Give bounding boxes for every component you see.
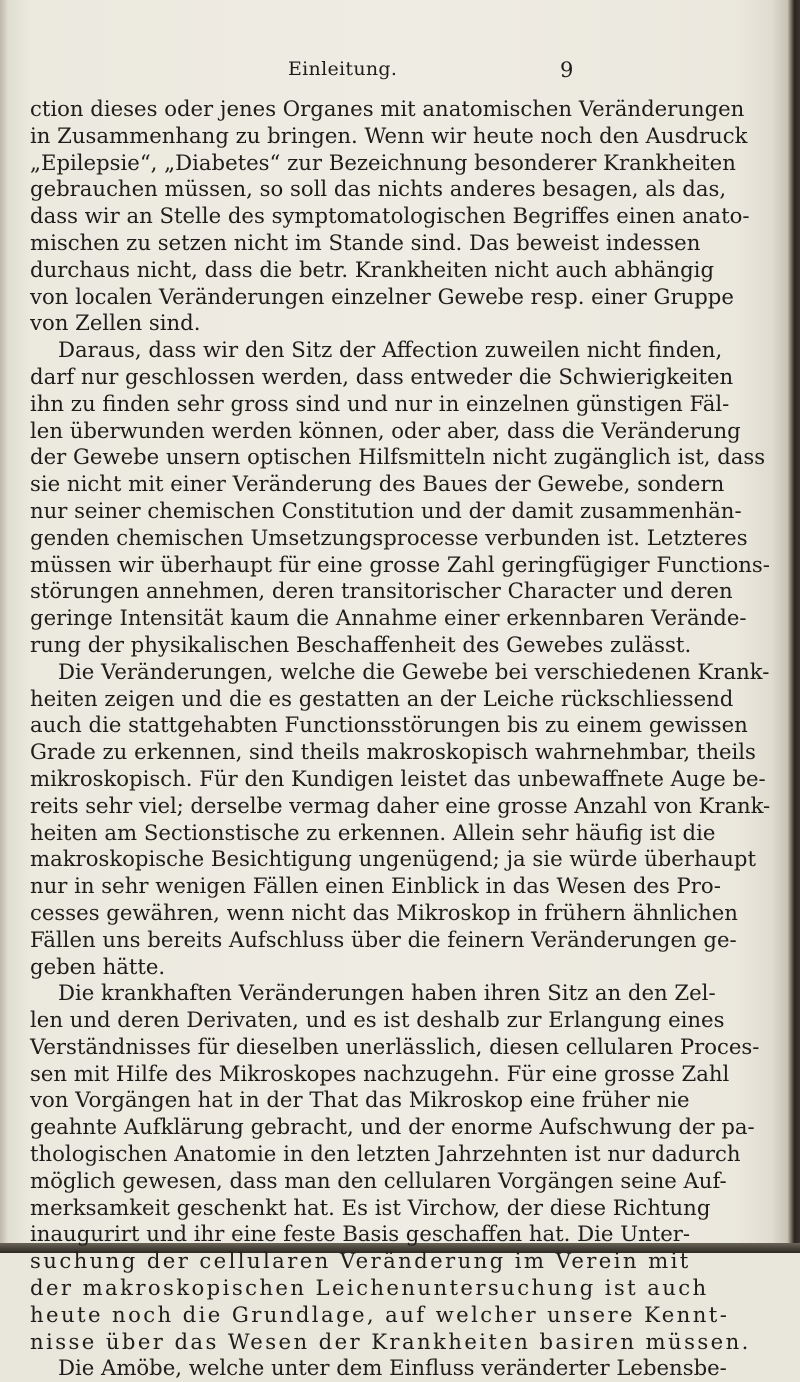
- text-line: geben hätte.: [30, 953, 166, 979]
- text-line: geahnte Aufklärung gebracht, und der enorme Aufschwung der pa-: [30, 1114, 755, 1140]
- text-line: heiten zeigen und die es gestatten an der Leiche rückschliessend: [30, 685, 734, 711]
- page-left-edge: [0, 0, 8, 1253]
- text-line: von localen Veränderungen einzelner Gewebe resp. einer Gruppe: [30, 283, 734, 309]
- text-line: störungen annehmen, deren transitorischer Character und deren: [30, 578, 733, 604]
- text-line: Verständnisses für dieselben unerlässlich, diesen cellularen Proces-: [30, 1033, 760, 1059]
- text-line: heute noch die Grundlage, auf welcher unsere Kennt-: [30, 1301, 730, 1327]
- text-line: Die krankhaften Veränderungen haben ihren Sitz an den Zel-: [58, 980, 716, 1006]
- text-line: möglich gewesen, dass man den cellularen Vorgängen seine Auf-: [30, 1167, 727, 1193]
- text-line: durchaus nicht, dass die betr. Krankheiten nicht auch abhängig: [30, 256, 715, 282]
- text-line: Die Amöbe, welche unter dem Einfluss veränderter Lebensbe-: [58, 1355, 727, 1381]
- text-line: len überwunden werden können, oder aber, dass die Veränderung: [30, 417, 741, 443]
- text-line: suchung der cellularen Veränderung im Verein mit: [30, 1248, 691, 1274]
- text-line: müssen wir überhaupt für eine grosse Zahl geringfügiger Functions-: [30, 551, 770, 577]
- text-line: darf nur geschlossen werden, dass entweder die Schwierigkeiten: [30, 363, 734, 389]
- text-line: der Gewebe unsern optischen Hilfsmitteln nicht zugänglich ist, dass: [30, 444, 766, 470]
- page-number: 9: [560, 58, 574, 82]
- body-text: [30, 96, 770, 1382]
- text-line: mikroskopisch. Für den Kundigen leistet das unbewaffnete Auge be-: [30, 765, 766, 791]
- text-line: der makroskopischen Leichenuntersuchung ist auch: [30, 1275, 709, 1301]
- text-line: nur in sehr wenigen Fällen einen Einblick in das Wesen des Pro-: [30, 873, 721, 899]
- page-right-edge-shadow: [772, 0, 800, 1253]
- text-line: auch die stattgehabten Functionsstörungen bis zu einem gewissen: [30, 712, 748, 738]
- text-line: sen mit Hilfe des Mikroskopes nachzugehn. Für eine grosse Zahl: [30, 1060, 730, 1086]
- text-line: genden chemischen Umsetzungsprocesse verbunden ist. Letzteres: [30, 524, 748, 550]
- text-line: gebrauchen müssen, so soll das nichts anderes besagen, als das,: [30, 176, 727, 202]
- text-line: Fällen uns bereits Aufschluss über die feinern Veränderungen ge-: [30, 926, 737, 952]
- text-line: mischen zu setzen nicht im Stande sind. Das beweist indessen: [30, 229, 701, 255]
- text-line: ction dieses oder jenes Organes mit anatomischen Veränderungen: [30, 96, 745, 121]
- running-title: Einleitung.: [288, 58, 398, 80]
- text-line: sie nicht mit einer Veränderung des Baues der Gewebe, sondern: [30, 471, 725, 497]
- text-line: Grade zu erkennen, sind theils makroskopisch wahrnehmbar, theils: [30, 739, 756, 765]
- text-line: cesses gewähren, wenn nicht das Mikroskop in frühern ähnlichen: [30, 899, 738, 925]
- text-line: reits sehr viel; derselbe vermag daher eine grosse Anzahl von Krank-: [30, 792, 771, 818]
- text-line: geringe Intensität kaum die Annahme einer erkennbaren Verände-: [30, 605, 747, 631]
- text-line: „Epilepsie“, „Diabetes“ zur Bezeichnung besonderer Krankheiten: [30, 149, 736, 175]
- text-line: Daraus, dass wir den Sitz der Affection zuweilen nicht finden,: [58, 337, 723, 363]
- text-line: ihn zu finden sehr gross sind und nur in einzelnen günstigen Fäl-: [30, 390, 730, 416]
- text-line: nisse über das Wesen der Krankheiten basiren müssen.: [30, 1328, 751, 1354]
- text-line: thologischen Anatomie in den letzten Jahrzehnten ist nur dadurch: [30, 1141, 741, 1167]
- text-line: inaugurirt und ihr eine feste Basis geschaffen hat. Die Unter-: [30, 1221, 691, 1247]
- text-line: rung der physikalischen Beschaffenheit des Gewebes zulässt.: [30, 631, 692, 657]
- text-line: in Zusammenhang zu bringen. Wenn wir heute noch den Ausdruck: [30, 122, 748, 148]
- text-line: dass wir an Stelle des symptomatologischen Begriffes einen anato-: [30, 203, 750, 229]
- text-line: von Vorgängen hat in der That das Mikroskop eine früher nie: [30, 1087, 690, 1113]
- text-line: len und deren Derivaten, und es ist deshalb zur Erlangung eines: [30, 1007, 725, 1033]
- text-line: merksamkeit geschenkt hat. Es ist Virchow, der diese Richtung: [30, 1194, 711, 1220]
- text-line: von Zellen sind.: [30, 310, 201, 336]
- text-line: heiten am Sectionstische zu erkennen. Allein sehr häufig ist die: [30, 819, 716, 845]
- text-line: nur seiner chemischen Constitution und der damit zusammenhän-: [30, 497, 742, 523]
- text-line: Die Veränderungen, welche die Gewebe bei verschiedenen Krank-: [58, 658, 770, 684]
- text-line: makroskopische Besichtigung ungenügend; ja sie würde überhaupt: [30, 846, 756, 872]
